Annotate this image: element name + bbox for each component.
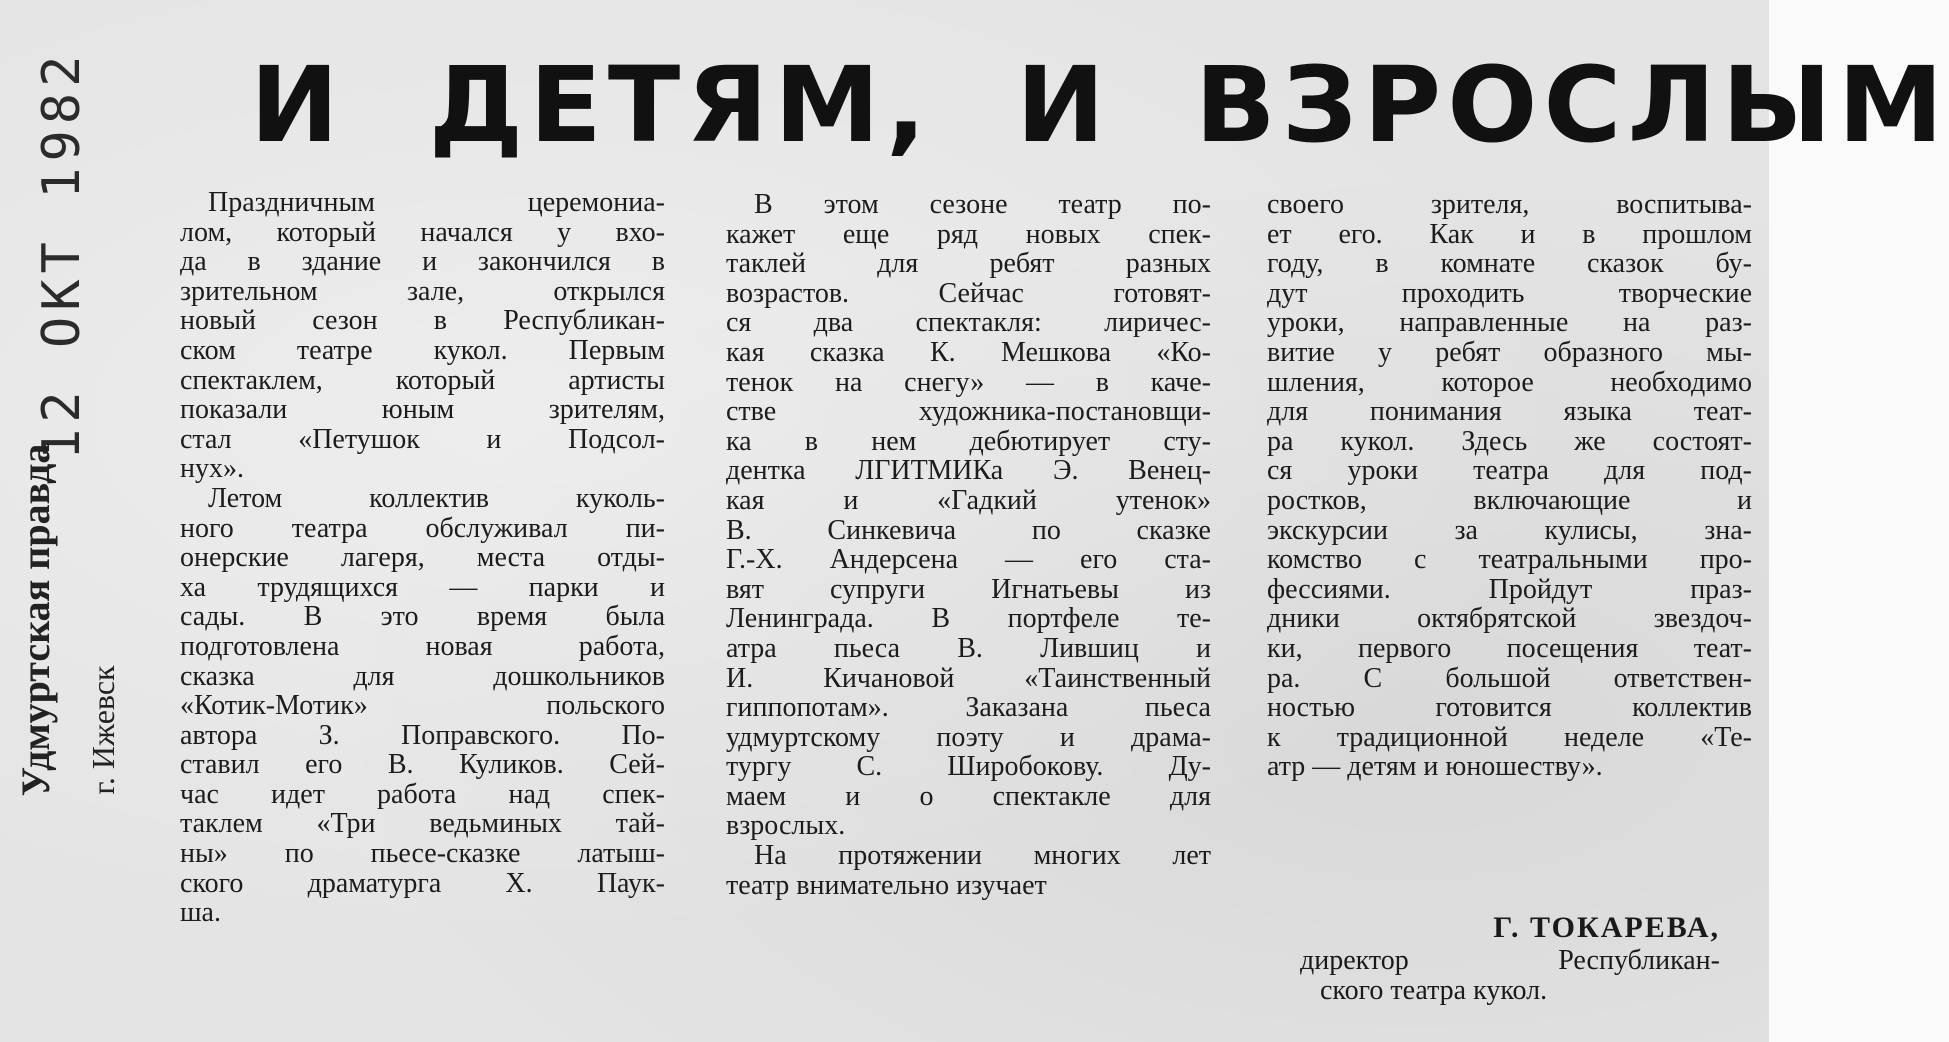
article-text-line: тургу С. Широбокову. Ду- bbox=[726, 751, 1211, 783]
article-text-line: атра пьеса В. Лившиц и bbox=[726, 632, 1211, 664]
article-text-line: взрослых. bbox=[726, 810, 846, 842]
article-text-line: ростков, включающие и bbox=[1267, 484, 1752, 516]
article-text-line: ки, первого посещения теат- bbox=[1267, 632, 1752, 664]
article-text-line: Г.-Х. Андерсена — его ста- bbox=[726, 544, 1211, 576]
article-text-line: Ленинграда. В портфеле те- bbox=[726, 603, 1211, 635]
article-text-line: нух». bbox=[180, 453, 244, 485]
article-text-line: подготовлена новая работа, bbox=[180, 630, 665, 662]
author-role-line: ского театра кукол. bbox=[1320, 975, 1548, 1006]
article-text-line: ском театре кукол. Первым bbox=[180, 334, 665, 366]
article-text-line: кажет еще ряд новых спек- bbox=[726, 218, 1211, 250]
article-text-line: ся два спектакля: лиричес- bbox=[726, 307, 1211, 339]
article-text-line: ся уроки театра для под- bbox=[1267, 455, 1752, 487]
article-text-line: фессиями. Пройдут праз- bbox=[1267, 573, 1752, 605]
article-text-line: дентка ЛГИТМИКа Э. Венец- bbox=[726, 455, 1211, 487]
article-text-line: ра. С большой ответствен- bbox=[1267, 662, 1752, 694]
article-text-line: ны» по пьесе-сказке латыш- bbox=[180, 838, 665, 870]
article-text-line: стве художника-постановщи- bbox=[726, 396, 1211, 428]
article-text-line: Летом коллектив куколь- bbox=[180, 482, 665, 514]
city-name: г. Ижевск bbox=[85, 665, 121, 795]
article-text-line: атр — детям и юношеству». bbox=[1267, 751, 1603, 783]
article-text-line: кая и «Гадкий утенок» bbox=[726, 484, 1211, 516]
article-text-line: таклей для ребят разных bbox=[726, 248, 1211, 280]
article-headline: И ДЕТЯМ, И ВЗРОСЛЫМ bbox=[250, 44, 1949, 166]
article-text-line: гиппопотам». Заказана пьеса bbox=[726, 692, 1211, 724]
article-text-line: витие у ребят образного мы- bbox=[1267, 336, 1752, 368]
newspaper-name: Удмуртская правда bbox=[13, 443, 58, 797]
article-text-line: ка в нем дебютирует сту- bbox=[726, 425, 1211, 457]
article-text-line: кая сказка К. Мешкова «Ко- bbox=[726, 336, 1211, 368]
article-text-line: сады. В это время была bbox=[180, 601, 665, 633]
article-text-line: В. Синкевича по сказке bbox=[726, 514, 1211, 546]
article-text-line: В этом сезоне театр по- bbox=[726, 189, 1211, 220]
article-text-line: автора З. Поправского. По- bbox=[180, 719, 665, 751]
article-text-line: час идет работа над спек- bbox=[180, 778, 665, 810]
article-column-3 bbox=[1267, 190, 1752, 782]
article-text-line: удмуртскому поэту и драма- bbox=[726, 721, 1211, 753]
article-text-line: показали юным зрителям, bbox=[180, 394, 665, 426]
article-text-line: к традиционной неделе «Те- bbox=[1267, 721, 1752, 753]
article-text-line: ет его. Как и в прошлом bbox=[1267, 218, 1752, 250]
article-text-line: маем и о спектакле для bbox=[726, 780, 1211, 812]
article-text-line: И. Кичановой «Таинственный bbox=[726, 662, 1211, 694]
article-text-line: На протяжении многих лет bbox=[726, 840, 1211, 872]
article-text-line: ха трудящихся — парки и bbox=[180, 571, 665, 603]
article-text-line: «Котик-Мотик» польского bbox=[180, 690, 665, 722]
article-text-line: Праздничным церемониа- bbox=[180, 187, 665, 218]
article-text-line: да в здание и закончился в bbox=[180, 246, 665, 278]
article-text-line: дут проходить творческие bbox=[1267, 277, 1752, 309]
article-text-line: онерские лагеря, места отды- bbox=[180, 542, 665, 574]
article-text-line: ского драматурга Х. Паук- bbox=[180, 867, 665, 899]
article-text-line: возрастов. Сейчас готовят- bbox=[726, 277, 1211, 309]
article-text-line: сказка для дошкольников bbox=[180, 660, 665, 692]
article-text-line: ставил его В. Куликов. Сей- bbox=[180, 749, 665, 781]
date-stamp-text: 12 ОКТ 1982 bbox=[32, 49, 92, 460]
article-text-line: уроки, направленные на раз- bbox=[1267, 307, 1752, 339]
article-text-line: своего зрителя, воспитыва- bbox=[1267, 189, 1752, 220]
article-text-line: ностью готовится коллектив bbox=[1267, 692, 1752, 724]
article-text-line: ра кукол. Здесь же состоят- bbox=[1267, 425, 1752, 457]
article-text-line: театр внимательно изучает bbox=[726, 869, 1047, 901]
article-text-line: зрительном зале, открылся bbox=[180, 275, 665, 307]
article-text-line: стал «Петушок и Подсол- bbox=[180, 423, 665, 455]
article-text-line: для понимания языка теат- bbox=[1267, 396, 1752, 428]
article-text-line: ного театра обслуживал пи- bbox=[180, 512, 665, 544]
article-column-2 bbox=[726, 190, 1211, 900]
article-text-line: экскурсии за кулисы, зна- bbox=[1267, 514, 1752, 546]
article-text-line: тенок на снегу» — в каче- bbox=[726, 366, 1211, 398]
article-text-line: спектаклем, который артисты bbox=[180, 364, 665, 396]
article-text-line: лом, который начался у вхо- bbox=[180, 216, 665, 248]
article-text-line: комство с театральными про- bbox=[1267, 544, 1752, 576]
article-text-line: новый сезон в Республикан- bbox=[180, 305, 665, 337]
article-text-line: вят супруги Игнатьевы из bbox=[726, 573, 1211, 605]
article-text-line: шления, которое необходимо bbox=[1267, 366, 1752, 398]
article-text-line: таклем «Три ведьминых тай- bbox=[180, 808, 665, 840]
author-role-line: директор Республикан- bbox=[1300, 945, 1720, 976]
article-text-line: ша. bbox=[180, 897, 221, 929]
article-text-line: году, в комнате сказок бу- bbox=[1267, 248, 1752, 280]
article-column-1 bbox=[180, 188, 665, 928]
article-text-line: дники октябрятской звездоч- bbox=[1267, 603, 1752, 635]
article-signature bbox=[1300, 910, 1720, 1006]
author-name: Г. ТОКАРЕВА, bbox=[1493, 911, 1720, 944]
